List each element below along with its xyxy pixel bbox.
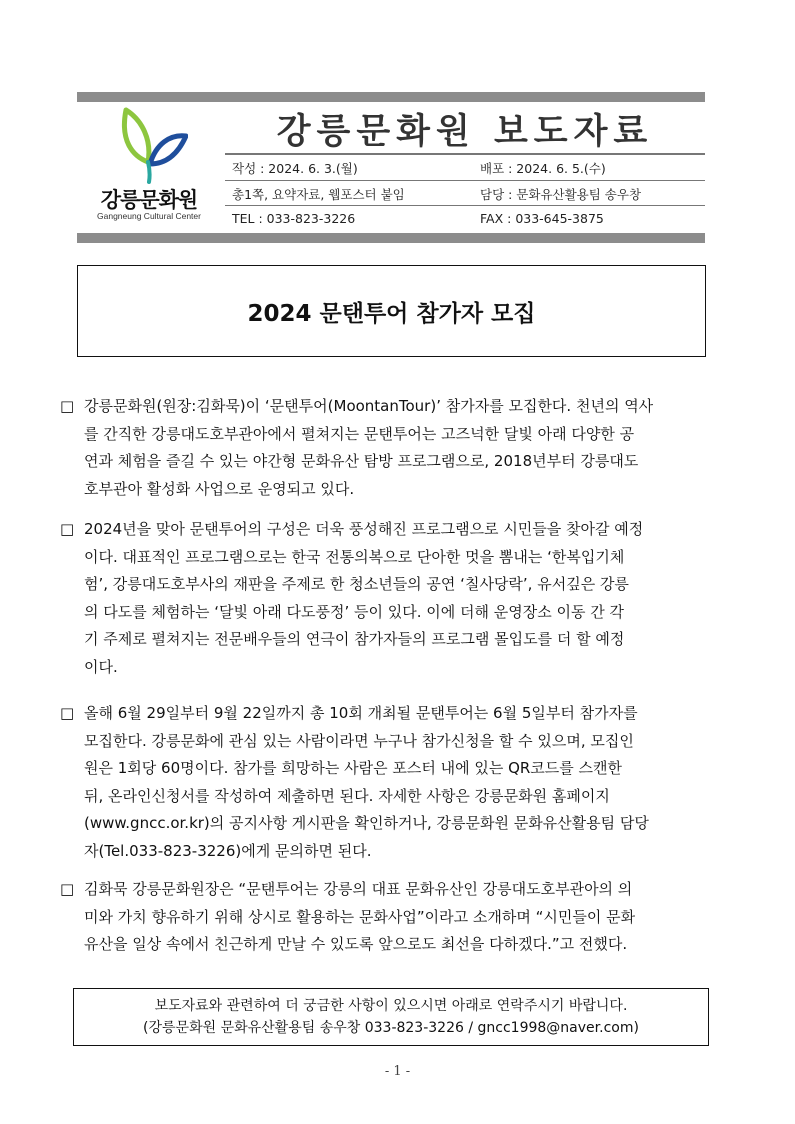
info-fax: FAX : 033-645-3875 <box>480 211 604 226</box>
paragraph-line: 의 다도를 체험하는 ‘달빛 아래 다도풍정’ 등이 있다. 이에 더해 운영장소 이동 간 각 <box>84 602 624 621</box>
logo <box>84 104 214 229</box>
paragraph-line: 이다. 대표적인 프로그램으로는 한국 전통의복으로 단아한 멋을 뽐내는 ‘한복입기체 <box>84 547 625 566</box>
paragraph-line: 호부관아 활성화 사업으로 운영되고 있다. <box>84 479 355 498</box>
paragraph-line: 미와 가치 향유하기 위해 상시로 활용하는 문화사업”이라고 소개하며 “시민들이 문화 <box>84 907 636 926</box>
paragraph-line: 험’, 강릉대도호부사의 재판을 주제로 한 청소년들의 공연 ‘칠사당락’, 유서깊은 강릉 <box>84 575 629 593</box>
paragraph-line: 이다. <box>84 657 118 676</box>
contact-line-2: (강릉문화원 문화유산활용팀 송우창 033-823-3226 / gncc1998@naver.com) <box>143 1020 639 1036</box>
info-divider <box>225 180 705 181</box>
paragraph-line: 연과 체험을 즐길 수 있는 야간형 문화유산 탐방 프로그램으로, 2018년부터 강릉대도 <box>84 452 639 470</box>
page-number: - 1 - <box>384 1064 411 1079</box>
contact-line-1: 보도자료와 관련하여 더 궁금한 사항이 있으시면 아래로 연락주시기 바랍니다. <box>154 998 628 1014</box>
paragraph-line: 자(Tel.033-823-3226)에게 문의하면 된다. <box>84 841 372 860</box>
paragraph-line: 강릉문화원(원장:김화묵)이 ‘문탠투어(MoontanTour)’ 참가자를 모집한다. 천년의 역사 <box>84 397 654 415</box>
paragraph-line: 모집한다. 강릉문화에 관심 있는 사람이라면 누구나 참가신청을 할 수 있으며, 모집인 <box>84 731 634 750</box>
contact-box <box>73 988 709 1046</box>
paragraph-3 <box>60 700 722 865</box>
paragraph-bullet: □ <box>60 880 75 898</box>
header-top-bar <box>77 92 705 102</box>
paragraph-line: 유산을 일상 속에서 친근하게 만날 수 있도록 앞으로도 최선을 다하겠다.”고 전했다. <box>84 935 628 953</box>
info-divider <box>225 205 705 206</box>
logo-name: 강릉문화원 <box>100 188 198 212</box>
paragraph-bullet: □ <box>60 520 75 538</box>
paragraph-line: 를 간직한 강릉대도호부관아에서 펼쳐지는 문탠투어는 고즈넉한 달빛 아래 다양한 공 <box>84 424 635 443</box>
paragraph-line: 뒤, 온라인신청서를 작성하여 제출하면 된다. 자세한 사항은 강릉문화원 홈페이지 <box>84 786 610 805</box>
leaf-logo-icon <box>112 104 188 184</box>
info-divider <box>225 153 705 155</box>
info-tel: TEL : 033-823-3226 <box>232 211 356 226</box>
headline: 2024 문탠투어 참가자 모집 <box>247 300 536 327</box>
paragraph-bullet: □ <box>60 704 75 722</box>
paragraph-1 <box>60 393 722 503</box>
info-contact-person: 담당 : 문화유산활용팀 송우창 <box>480 187 642 202</box>
paragraph-2 <box>60 516 722 681</box>
logo-subtitle: Gangneung Cultural Center <box>97 211 201 221</box>
paragraph-line: 기 주제로 펼쳐지는 전문배우들의 연극이 참가자들의 프로그램 몰입도를 더 할 예정 <box>84 630 625 648</box>
info-pages: 총1쪽, 요약자료, 웹포스터 붙임 <box>232 187 405 202</box>
paragraph-line: (www.gncc.or.kr)의 공지사항 게시판을 확인하거나, 강릉문화원 문화유산활용팀 담당 <box>84 814 649 832</box>
info-distribution-date: 배포 : 2024. 6. 5.(수) <box>480 161 606 176</box>
paragraph-line: 원은 1회당 60명이다. 참가를 희망하는 사람은 포스터 내에 있는 QR코드를 스캔한 <box>84 759 623 777</box>
paragraph-line: 2024년을 맞아 문탠투어의 구성은 더욱 풍성해진 프로그램으로 시민들을 찾아갈 예정 <box>84 520 644 538</box>
paragraph-line: 올해 6월 29일부터 9월 22일까지 총 10회 개최될 문탠투어는 6월 5일부터 참가자를 <box>84 704 638 722</box>
paragraph-bullet: □ <box>60 397 75 415</box>
header-bottom-bar <box>77 233 705 243</box>
press-release-title: 강릉문화원 보도자료 <box>276 111 654 152</box>
paragraph-line: 김화묵 강릉문화원장은 “문탠투어는 강릉의 대표 문화유산인 강릉대도호부관아의 의 <box>84 880 633 898</box>
headline-box <box>77 265 706 357</box>
info-written-date: 작성 : 2024. 6. 3.(월) <box>232 161 358 176</box>
paragraph-4 <box>60 876 722 959</box>
